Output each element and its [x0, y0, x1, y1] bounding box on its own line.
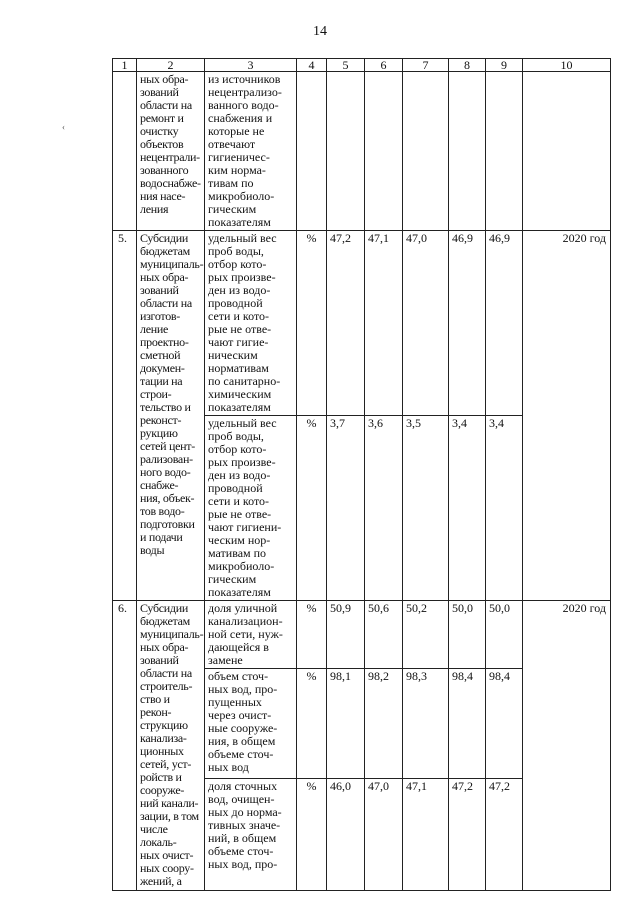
- value-cell: 47,2: [449, 779, 486, 891]
- value-cell: 3,4: [486, 416, 523, 601]
- table-row: [113, 231, 611, 416]
- value-cell: 98,4: [449, 669, 486, 779]
- value-cell: 3,7: [327, 416, 365, 601]
- header-cell: 3: [205, 59, 297, 72]
- page-number: 14: [313, 24, 327, 39]
- header-cell: 4: [297, 59, 327, 72]
- margin-mark: ‹: [62, 122, 65, 132]
- row-number-cell: [113, 72, 137, 231]
- header-cell: 10: [523, 59, 611, 72]
- measure-name-cell: ных обра- зований области на ремонт и очистку объектов нецентрали- зованного водоснабже- ния насе- ления: [137, 72, 205, 231]
- indicator-cell: объем сточ- ных вод, про- пущенных через очист- ные сооруже- ния, в общем объеме сточ- ных вод: [205, 669, 297, 779]
- value-cell: 98,3: [403, 669, 449, 779]
- value-cell: 3,5: [403, 416, 449, 601]
- value-cell: 47,2: [486, 779, 523, 891]
- header-cell: 9: [486, 59, 523, 72]
- value-cell: 47,1: [365, 231, 403, 416]
- row-number-cell: 5.: [113, 231, 137, 601]
- value-cell: 50,0: [449, 601, 486, 669]
- value-cell: 47,0: [365, 779, 403, 891]
- table-row: [113, 72, 611, 231]
- measure-name-cell: Субсидии бюджетам муниципаль- ных обра- зований области на изготов- ление проектно- сметной докумен- тации на строи- тельство и реконст- рукцию сетей цент- рализован- ного водо- снабже- ния, объек- тов водо- подготовки и подачи воды: [137, 231, 205, 601]
- value-cell: 98,1: [327, 669, 365, 779]
- unit-cell: %: [297, 601, 327, 669]
- value-cell: 46,0: [327, 779, 365, 891]
- indicator-cell: удельный вес проб воды, отбор кото- рых произве- ден из водо- проводной сети и кото- рые не отве- чают гигие- ническим нормативам по санитарно- химическим показателям: [205, 231, 297, 416]
- year-cell: [523, 72, 611, 231]
- measure-name-cell: Субсидии бюджетам муниципаль- ных обра- зований области на строитель- ство и рекон- струкцию канализа- ционных сетей, уст- ройств и сооруже- ний канали- зации, в том числе локаль- ных очист- ных соору- жений, а: [137, 601, 205, 891]
- value-cell: 98,4: [486, 669, 523, 779]
- value-cell: 3,6: [365, 416, 403, 601]
- value-cell: [486, 72, 523, 231]
- header-cell: 6: [365, 59, 403, 72]
- header-cell: 1: [113, 59, 137, 72]
- header-cell: 2: [137, 59, 205, 72]
- value-cell: [365, 72, 403, 231]
- value-cell: 47,2: [327, 231, 365, 416]
- indicator-cell: из источников нецентрализо- ванного водо- снабжения и которые не отвечают гигиеничес- ким норма- тивам по микробиоло- гическим показателям: [205, 72, 297, 231]
- indicator-cell: доля сточных вод, очищен- ных до норма- тивных значе- ний, в общем объеме сточ- ных вод, про-: [205, 779, 297, 891]
- header-cell: 8: [449, 59, 486, 72]
- row-number-cell: 6.: [113, 601, 137, 891]
- value-cell: 46,9: [449, 231, 486, 416]
- unit-cell: [297, 72, 327, 231]
- value-cell: 50,0: [486, 601, 523, 669]
- unit-cell: %: [297, 779, 327, 891]
- table-row: [113, 601, 611, 669]
- unit-cell: %: [297, 669, 327, 779]
- value-cell: 3,4: [449, 416, 486, 601]
- value-cell: 47,1: [403, 779, 449, 891]
- unit-cell: %: [297, 416, 327, 601]
- value-cell: 50,2: [403, 601, 449, 669]
- indicators-table: [112, 58, 611, 891]
- indicator-cell: доля уличной канализацион- ной сети, нуж- дающейся в замене: [205, 601, 297, 669]
- value-cell: 50,6: [365, 601, 403, 669]
- value-cell: 98,2: [365, 669, 403, 779]
- value-cell: 50,9: [327, 601, 365, 669]
- value-cell: [403, 72, 449, 231]
- unit-cell: %: [297, 231, 327, 416]
- value-cell: [327, 72, 365, 231]
- header-cell: 7: [403, 59, 449, 72]
- value-cell: 46,9: [486, 231, 523, 416]
- value-cell: 47,0: [403, 231, 449, 416]
- indicator-cell: удельный вес проб воды, отбор кото- рых произве- ден из водо- проводной сети и кото- рые не отве- чают гигиени- ческим нор- мативам по микробиоло- гическим показателям: [205, 416, 297, 601]
- header-cell: 5: [327, 59, 365, 72]
- value-cell: [449, 72, 486, 231]
- header-row: [113, 59, 611, 72]
- year-cell: 2020 год: [523, 601, 611, 891]
- year-cell: 2020 год: [523, 231, 611, 601]
